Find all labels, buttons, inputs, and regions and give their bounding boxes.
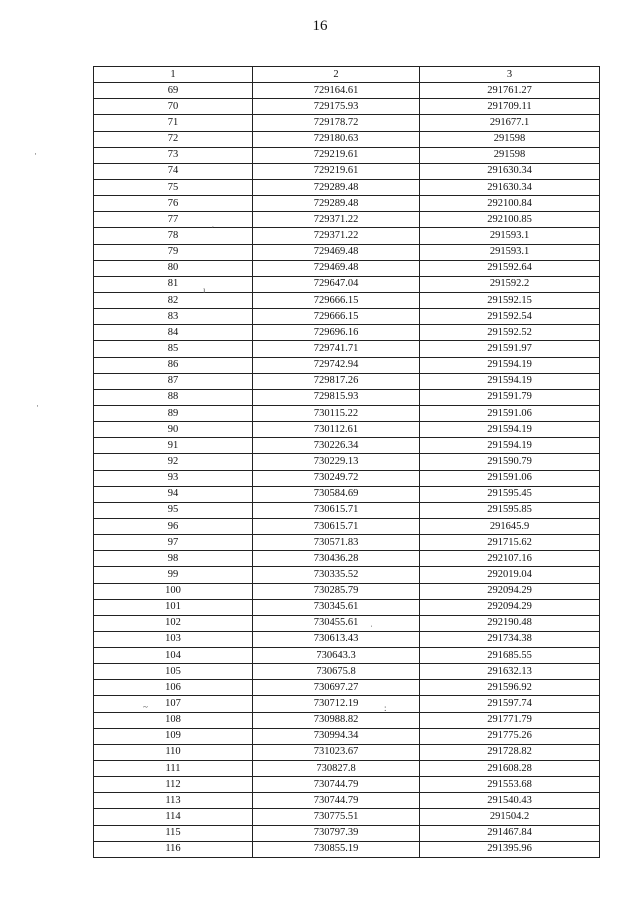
table-row [94,244,600,260]
table-row [94,728,600,744]
cell-y-coordinate: 292107.16 [420,551,600,567]
cell-y-coordinate: 291593.1 [420,244,600,260]
cell-point-number: 92 [94,454,253,470]
cell-point-number: 111 [94,761,253,777]
cell-x-coordinate: 730744.79 [253,777,420,793]
table-row [94,518,600,534]
cell-x-coordinate: 731023.67 [253,744,420,760]
cell-point-number: 103 [94,631,253,647]
cell-x-coordinate: 729371.22 [253,212,420,228]
cell-point-number: 85 [94,341,253,357]
cell-x-coordinate: 730455.61 [253,615,420,631]
column-header-x-coordinate: 2 [253,67,420,83]
cell-x-coordinate: 729469.48 [253,260,420,276]
cell-x-coordinate: 730115.22 [253,405,420,421]
cell-point-number: 106 [94,680,253,696]
table-row [94,99,600,115]
cell-y-coordinate: 292190.48 [420,615,600,631]
cell-x-coordinate: 730775.51 [253,809,420,825]
cell-x-coordinate: 730797.39 [253,825,420,841]
cell-point-number: 109 [94,728,253,744]
table-row [94,583,600,599]
cell-point-number: 112 [94,777,253,793]
cell-x-coordinate: 729289.48 [253,196,420,212]
cell-x-coordinate: 729371.22 [253,228,420,244]
table-row [94,228,600,244]
cell-point-number: 69 [94,83,253,99]
cell-x-coordinate: 730988.82 [253,712,420,728]
cell-x-coordinate: 729180.63 [253,131,420,147]
table-row [94,422,600,438]
cell-point-number: 104 [94,648,253,664]
table-row [94,777,600,793]
table-row [94,648,600,664]
cell-y-coordinate: 291592.2 [420,276,600,292]
cell-point-number: 100 [94,583,253,599]
cell-point-number: 105 [94,664,253,680]
cell-y-coordinate: 291592.64 [420,260,600,276]
cell-y-coordinate: 291761.27 [420,83,600,99]
cell-x-coordinate: 730615.71 [253,518,420,534]
table-row [94,680,600,696]
cell-x-coordinate: 729219.61 [253,163,420,179]
table-row [94,131,600,147]
scan-speck: ~ [143,702,148,712]
table-row [94,535,600,551]
cell-x-coordinate: 730112.61 [253,422,420,438]
page-number: 16 [312,18,328,34]
cell-x-coordinate: 730613.43 [253,631,420,647]
cell-y-coordinate: 291467.84 [420,825,600,841]
cell-point-number: 91 [94,438,253,454]
cell-y-coordinate: 291592.54 [420,309,600,325]
cell-y-coordinate: 291594.19 [420,373,600,389]
cell-x-coordinate: 730335.52 [253,567,420,583]
cell-point-number: 116 [94,841,253,857]
cell-point-number: 70 [94,99,253,115]
cell-y-coordinate: 291728.82 [420,744,600,760]
table-row [94,438,600,454]
cell-x-coordinate: 730229.13 [253,454,420,470]
cell-point-number: 96 [94,518,253,534]
cell-x-coordinate: 730285.79 [253,583,420,599]
cell-x-coordinate: 729666.15 [253,292,420,308]
cell-x-coordinate: 730571.83 [253,535,420,551]
cell-y-coordinate: 291597.74 [420,696,600,712]
cell-y-coordinate: 291598 [420,147,600,163]
cell-y-coordinate: 291591.97 [420,341,600,357]
scan-speck: ˊ [211,225,214,235]
cell-point-number: 114 [94,809,253,825]
cell-x-coordinate: 730436.28 [253,551,420,567]
cell-point-number: 76 [94,196,253,212]
table-row [94,260,600,276]
cell-x-coordinate: 730855.19 [253,841,420,857]
cell-y-coordinate: 291734.38 [420,631,600,647]
cell-y-coordinate: 291591.79 [420,389,600,405]
scan-speck: : [384,703,387,713]
cell-y-coordinate: 291590.79 [420,454,600,470]
table-row [94,551,600,567]
cell-y-coordinate: 291592.15 [420,292,600,308]
table-header [94,67,600,83]
table-row [94,325,600,341]
cell-x-coordinate: 729742.94 [253,357,420,373]
cell-point-number: 77 [94,212,253,228]
table-row [94,696,600,712]
cell-x-coordinate: 730249.72 [253,470,420,486]
cell-y-coordinate: 291632.13 [420,664,600,680]
table-row [94,276,600,292]
table-row [94,341,600,357]
cell-x-coordinate: 729815.93 [253,389,420,405]
cell-y-coordinate: 292100.84 [420,196,600,212]
cell-y-coordinate: 292094.29 [420,583,600,599]
cell-point-number: 73 [94,147,253,163]
cell-y-coordinate: 291595.45 [420,486,600,502]
cell-x-coordinate: 730994.34 [253,728,420,744]
cell-y-coordinate: 291595.85 [420,502,600,518]
cell-x-coordinate: 730697.27 [253,680,420,696]
cell-x-coordinate: 729666.15 [253,309,420,325]
cell-y-coordinate: 291775.26 [420,728,600,744]
table-row [94,615,600,631]
cell-y-coordinate: 291685.55 [420,648,600,664]
cell-y-coordinate: 291645.9 [420,518,600,534]
table-row [94,470,600,486]
cell-y-coordinate: 291709.11 [420,99,600,115]
cell-point-number: 80 [94,260,253,276]
cell-point-number: 101 [94,599,253,615]
cell-point-number: 71 [94,115,253,131]
cell-y-coordinate: 291540.43 [420,793,600,809]
cell-x-coordinate: 730615.71 [253,502,420,518]
table-row [94,825,600,841]
cell-y-coordinate: 291596.92 [420,680,600,696]
scan-speck: · [34,149,37,159]
table-row [94,163,600,179]
cell-x-coordinate: 730643.3 [253,648,420,664]
cell-point-number: 113 [94,793,253,809]
cell-x-coordinate: 729741.71 [253,341,420,357]
cell-y-coordinate: 291594.19 [420,357,600,373]
table-row [94,389,600,405]
cell-y-coordinate: 291677.1 [420,115,600,131]
cell-x-coordinate: 729178.72 [253,115,420,131]
table-row [94,744,600,760]
cell-point-number: 107 [94,696,253,712]
cell-point-number: 99 [94,567,253,583]
table-row [94,212,600,228]
column-header-y-coordinate: 3 [420,67,600,83]
cell-x-coordinate: 729817.26 [253,373,420,389]
table-row [94,357,600,373]
table-body [94,83,600,858]
cell-x-coordinate: 729175.93 [253,99,420,115]
cell-point-number: 102 [94,615,253,631]
cell-y-coordinate: 291593.1 [420,228,600,244]
cell-point-number: 86 [94,357,253,373]
coordinates-table [93,66,600,858]
cell-y-coordinate: 291771.79 [420,712,600,728]
table-row [94,631,600,647]
cell-point-number: 75 [94,179,253,195]
cell-x-coordinate: 730744.79 [253,793,420,809]
header-row [94,67,600,83]
table-row [94,309,600,325]
table-row [94,83,600,99]
table-row [94,454,600,470]
table-row [94,599,600,615]
cell-x-coordinate: 729289.48 [253,179,420,195]
cell-point-number: 115 [94,825,253,841]
cell-x-coordinate: 729647.04 [253,276,420,292]
table-row [94,147,600,163]
cell-point-number: 72 [94,131,253,147]
cell-y-coordinate: 292100.85 [420,212,600,228]
cell-x-coordinate: 729696.16 [253,325,420,341]
cell-y-coordinate: 291630.34 [420,163,600,179]
table-row [94,373,600,389]
cell-x-coordinate: 729219.61 [253,147,420,163]
table-row [94,196,600,212]
cell-point-number: 88 [94,389,253,405]
cell-y-coordinate: 291591.06 [420,470,600,486]
cell-point-number: 98 [94,551,253,567]
cell-x-coordinate: 730345.61 [253,599,420,615]
cell-point-number: 90 [94,422,253,438]
cell-point-number: 93 [94,470,253,486]
cell-point-number: 82 [94,292,253,308]
table-row [94,712,600,728]
cell-x-coordinate: 729164.61 [253,83,420,99]
table-row [94,664,600,680]
table-row [94,179,600,195]
cell-y-coordinate: 291715.62 [420,535,600,551]
cell-y-coordinate: 292019.04 [420,567,600,583]
cell-x-coordinate: 730226.34 [253,438,420,454]
cell-x-coordinate: 729469.48 [253,244,420,260]
scan-speck: · [36,401,39,411]
cell-x-coordinate: 730712.19 [253,696,420,712]
cell-y-coordinate: 291630.34 [420,179,600,195]
cell-point-number: 95 [94,502,253,518]
cell-point-number: 83 [94,309,253,325]
cell-y-coordinate: 291504.2 [420,809,600,825]
cell-point-number: 89 [94,405,253,421]
table-row [94,809,600,825]
scan-speck: ı [203,285,206,295]
cell-y-coordinate: 291594.19 [420,438,600,454]
cell-point-number: 78 [94,228,253,244]
table-row [94,502,600,518]
table-row [94,567,600,583]
cell-y-coordinate: 291591.06 [420,405,600,421]
cell-x-coordinate: 730584.69 [253,486,420,502]
table-row [94,486,600,502]
table-row [94,761,600,777]
cell-point-number: 79 [94,244,253,260]
cell-y-coordinate: 292094.29 [420,599,600,615]
cell-x-coordinate: 730827.8 [253,761,420,777]
cell-y-coordinate: 291553.68 [420,777,600,793]
cell-point-number: 110 [94,744,253,760]
cell-y-coordinate: 291594.19 [420,422,600,438]
cell-point-number: 84 [94,325,253,341]
cell-point-number: 81 [94,276,253,292]
cell-y-coordinate: 291395.96 [420,841,600,857]
table-row [94,793,600,809]
table-row [94,405,600,421]
table-row [94,292,600,308]
scan-speck: ˈ [370,624,373,634]
cell-point-number: 94 [94,486,253,502]
cell-point-number: 74 [94,163,253,179]
cell-point-number: 108 [94,712,253,728]
cell-point-number: 87 [94,373,253,389]
cell-x-coordinate: 730675.8 [253,664,420,680]
table-row [94,115,600,131]
cell-y-coordinate: 291598 [420,131,600,147]
table-row [94,841,600,857]
cell-y-coordinate: 291592.52 [420,325,600,341]
cell-point-number: 97 [94,535,253,551]
column-header-point-number: 1 [94,67,253,83]
cell-y-coordinate: 291608.28 [420,761,600,777]
